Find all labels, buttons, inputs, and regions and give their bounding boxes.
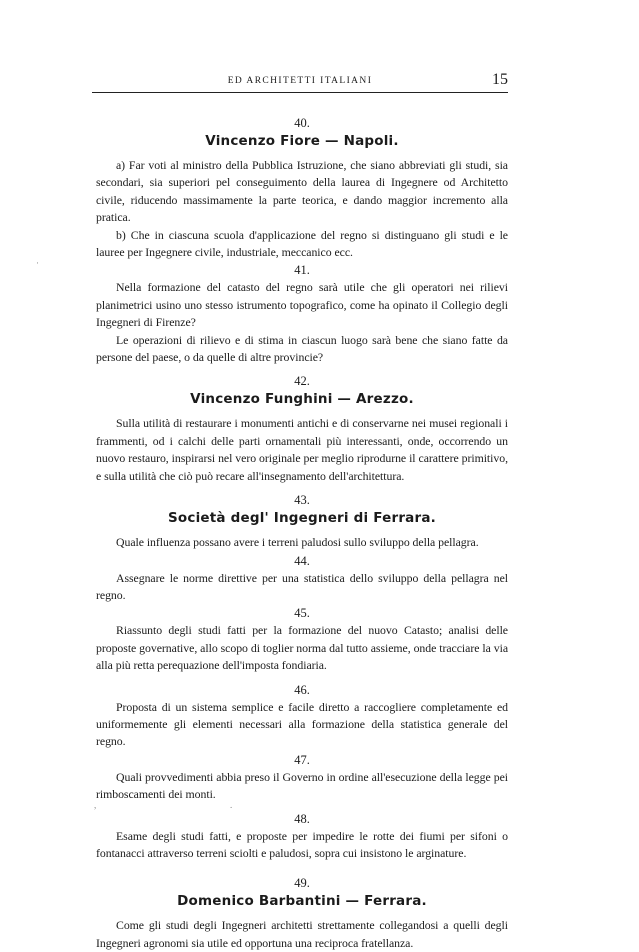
section-number: 46.	[294, 682, 310, 697]
paragraph: Riassunto degli studi fatti per la formazione del nuovo Catasto; analisi delle proposte governative, allo scopo di toglier norma dal tutto assieme, onde tracciare la via alla più retta perequazione dell'imposta fondiaria.	[96, 623, 508, 673]
scan-speck: ·	[36, 258, 39, 268]
paragraph: Assegnare le norme direttive per una statistica dello sviluppo della pellagra nel regno.	[96, 570, 508, 602]
paragraph: Come gli studi degli Ingegneri architetti strettamente collegandosi a quelli degli Ingegneri agronomi sia utile ed opportuna una reciproca fratellanza.	[96, 918, 508, 950]
page-content	[96, 110, 508, 952]
section-author: Vincenzo Funghini — Arezzo.	[190, 391, 414, 408]
paragraph: Sulla utilità di restaurare i monumenti antichi e di conservarne nei musei regionali i frammenti, od i calchi delle parti ornamentali più interessanti, onde, occorrendo un nuovo restauro, inspirarsi nel vero originale per meglio riprodurne il carattere primitivo, e sulla utilità che ciò può recare all'insegnamento dell'architettura.	[96, 416, 508, 483]
page-number: 15	[492, 71, 508, 88]
section-number: 49.	[294, 876, 310, 891]
paragraph: Proposta di un sistema semplice e facile diretto a raccogliere completamente ed uniformemente gli elementi necessari alla formazione della statistica generale del regno.	[96, 699, 508, 749]
scan-speck: ,	[94, 800, 97, 810]
paragraph: Esame degli studi fatti, e proposte per impedire le rotte dei fiumi per sifoni o fontanacci attraverso terreni sciolti e paludosi, sopra cui insistono le arginature.	[96, 828, 508, 860]
page-header	[92, 70, 508, 93]
paragraph: a) Far voti al ministro della Pubblica Istruzione, che siano abbreviati gli studi, sia secondari, sia superiori pel conseguimento della laurea di Ingegnere od Architetto civile, riducendo massimamente la parte teorica, e dando maggior incremento alla pratica.	[96, 158, 508, 225]
section-author: Domenico Barbantini — Ferrara.	[177, 893, 427, 910]
section-number: 43.	[294, 493, 310, 508]
section-number: 41.	[294, 263, 310, 278]
section-number: 45.	[294, 606, 310, 621]
paragraph: Nella formazione del catasto del regno sarà utile che gli operatori nei rilievi planimetrici usino uno stesso istrumento topografico, come ha opinato il Collegio degli Ingegneri di Firenze?	[96, 280, 508, 330]
running-title: ED ARCHITETTI ITALIANI	[227, 76, 373, 86]
section-author: Vincenzo Fiore — Napoli.	[205, 133, 399, 149]
paragraph: b) Che in ciascuna scuola d'applicazione del regno si distinguano gli studi e le lauree per Ingegnere civile, industriale, meccanico ecc.	[96, 227, 508, 260]
paragraph: Quale influenza possano avere i terreni paludosi sullo sviluppo della pellagra.	[116, 535, 479, 550]
section-number: 47.	[294, 752, 310, 767]
section-number: 40.	[294, 116, 310, 130]
section-author: Società degl' Ingegneri di Ferrara.	[167, 510, 436, 527]
section-number: 48.	[294, 811, 310, 826]
section-number: 42.	[294, 374, 310, 389]
scan-speck: .	[230, 800, 233, 810]
section-number: 44.	[294, 553, 310, 568]
paragraph: Le operazioni di rilievo e di stima in ciascun luogo sarà bene che siano fatte da persone del paese, o da quelle di altre provincie?	[96, 332, 508, 365]
paragraph: Quali provvedimenti abbia preso il Governo in ordine all'esecuzione della legge pei rimboscamenti dei monti.	[96, 769, 508, 802]
